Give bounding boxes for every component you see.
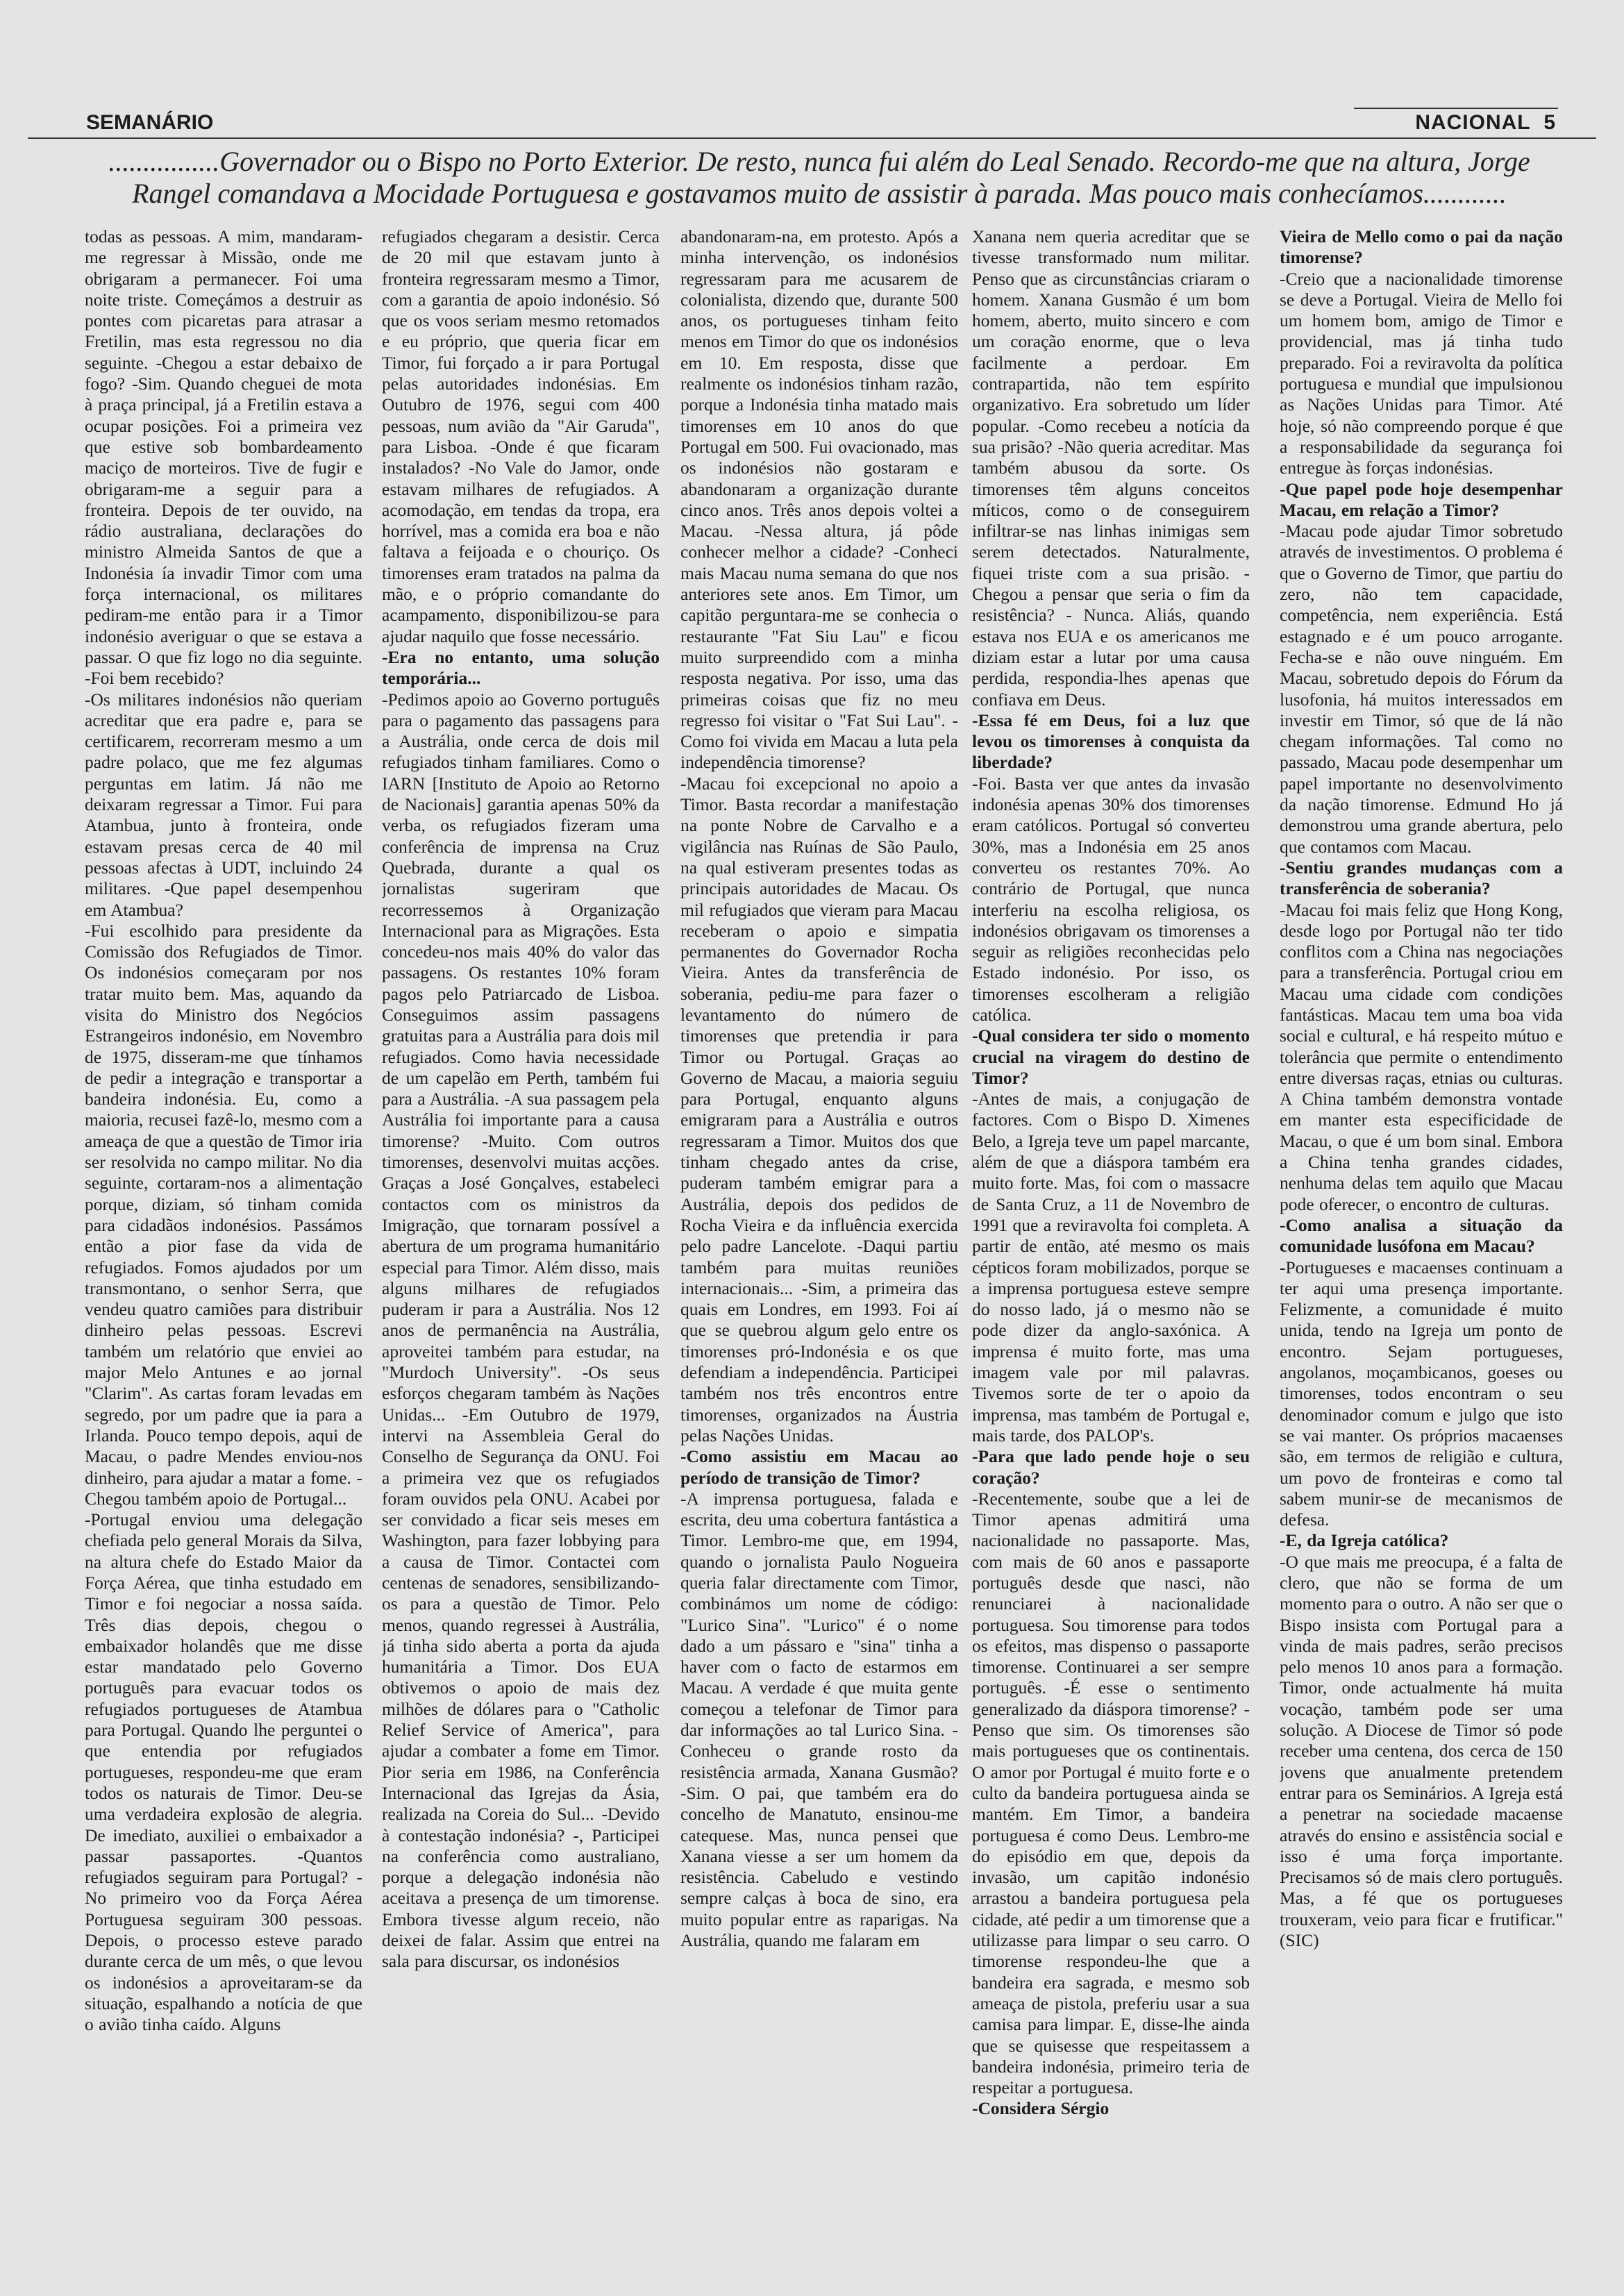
interview-question: -Como assistiu em Macau ao período de transição de Timor? <box>680 1446 958 1488</box>
article-paragraph: -Recentemente, soube que a lei de Timor apenas admitirá uma nacionalidade no passaporte. Mas, com mais de 60 anos e passaporte português desde que nasci, não renunciarei à nacionalidade portuguesa. Sou timorense para todos os efeitos, mas dispenso o passaporte timorense. Continuarei a ser sempre português. -É esse o sentimento generalizado da diáspora timorense? -Penso que sim. Os timorenses são mais portugueses que os continentais. O amor por Portugal é muito forte e o culto da bandeira portuguesa ainda se mantém. Em Timor, a bandeira portuguesa é como Deus. Lembro-me do episódio em que, depois da invasão, um capitão indonésio arrastou a bandeira portuguesa pela cidade, até pedir a um timorense que a utilizasse para limpar o seu carro. O timorense respondeu-lhe que a bandeira era sagrada, e mesmo sob ameaça de pistola, preferiu usar a sua camisa para limpar. E, disse-lhe ainda que se quisesse que respeitassem a bandeira indonésia, primeiro teria de respeitar a portuguesa. <box>972 1488 1250 2098</box>
header-divider <box>28 137 1596 139</box>
section-page-label <box>1415 111 1556 135</box>
article-paragraph: -O que mais me preocupa, é a falta de clero, que não se forma de um momento para o outro. A não ser que o Bispo insista com Portugal para a vinda de mais padres, serão precisos pelo menos 10 anos para a formação. Timor, onde actualmente há muita vocação, também pode ser uma solução. A Diocese de Timor só pode receber uma centena, dos cerca de 150 jovens que anualmente pretendem entrar para os Seminários. A Igreja está a penetrar na sociedade macaense através do ensino e assistência social e isso é uma força importante. Precisamos só de mais clero português. Mas, a fé que os portugueses trouxeram, veio para ficar e frutificar." (SIC) <box>1280 1551 1563 1951</box>
interview-question: -Como analisa a situação da comunidade lusófona em Macau? <box>1280 1214 1563 1257</box>
interview-question: -Sentiu grandes mudanças com a transferência de soberania? <box>1280 857 1563 899</box>
article-column-4 <box>972 226 1250 2205</box>
interview-question: -Considera Sérgio <box>972 2098 1110 2119</box>
article-paragraph: -Antes de mais, a conjugação de factores. Com o Bispo D. Ximenes Belo, a Igreja teve um papel marcante, além de que a diáspora também era muito forte. Mas, foi com o massacre de Santa Cruz, a 11 de Novembro de 1991 que a reviravolta foi completa. A partir de então, até mesmo os mais cépticos foram mobilizados, porque se a imprensa portuguesa esteve sempre do nosso lado, já o mesmo não se pode dizer da anglo-saxónica. A imprensa é muito forte, mas uma imagem vale por mil palavras. Tivemos sorte de ter o apoio da imprensa, mas também de Portugal e, mais tarde, dos PALOP's. <box>972 1089 1250 1446</box>
article-column-3 <box>680 226 958 2205</box>
article-paragraph: todas as pessoas. A mim, mandaram-me regressar à Missão, onde me obrigaram a permanecer. Foi uma noite triste. Começámos a destruir as pontes com picaretas para atrasar a Fretilin, mas esta regressou no dia seguinte. -Chegou a estar debaixo de fogo? -Sim. Quando cheguei de mota à praça principal, já a Fretilin estava a ocupar posições. Foi a primeira vez que estive sob bombardeamento maciço de morteiros. Tive de fugir e obrigaram-me a seguir para a fronteira. Depois de ter ouvido, na rádio australiana, declarações do ministro Almeida Santos de que a Indonésia ía invadir Timor com uma força internacional, os militares pediram-me então para ir a Timor indonésio averiguar o que se estava a passar. O que fiz logo no dia seguinte. -Foi bem recebido? <box>85 226 362 689</box>
page-header <box>0 111 1624 146</box>
pull-quote: ................Governador ou o Bispo no Porto Exterior. De resto, nunca fui além do Leal Senado. Recordo-me que na altura, Jorge Rangel comandava a Mocidade Portuguesa e gostavamos muito de assistir à parada. Mas pouco mais conhecíamos............ <box>108 146 1530 209</box>
interview-question: -E, da Igreja católica? <box>1280 1530 1449 1551</box>
interview-question: -Essa fé em Deus, foi a luz que levou os timorenses à conquista da liberdade? <box>972 710 1250 773</box>
article-paragraph: -Portugal enviou uma delegação chefiada pelo general Morais da Silva, na altura chefe do Estado Maior da Força Aérea, que tinha estudado em Timor e foi negociar a nossa saída. Três dias depois, chegou o embaixador holandês que me disse estar mandatado pelo Governo português para evacuar todos os refugiados portugueses de Atambua para Portugal. Quando lhe perguntei o que entendia por refugiados portugueses, respondeu-me que eram todos os naturais de Timor. Deu-se uma verdadeira explosão de alegria. De imediato, auxiliei o embaixador a passar passaportes. -Quantos refugiados seguiram para Portugal? - No primeiro voo da Força Aérea Portuguesa seguiram 300 pessoas. Depois, o processo esteve parado durante cerca de um mês, o que levou os indonésios a aproveitaram-se da situação, espalhando a notícia de que o avião tinha caído. Alguns <box>85 1509 362 2035</box>
article-paragraph: -Macau foi excepcional no apoio a Timor. Basta recordar a manifestação na ponte Nobre de Carvalho e a vigilância nas Ruínas de São Paulo, na qual estiveram presentes todas as principais autoridades de Macau. Os mil refugiados que vieram para Macau receberam o apoio e simpatia permanentes do Governador Rocha Vieira. Antes da transferência de soberania, pediu-me para fazer o levantamento do número de timorenses que pretendia ir para Timor ou Portugal. Graças ao Governo de Macau, a maioria seguiu para Portugal, enquanto alguns emigraram para a Austrália e outros regressaram a Timor. Muitos dos que tinham chegado antes da crise, puderam também emigrar para a Austrália, depois dos pedidos de Rocha Vieira e da influência exercida pelo padre Lancelote. -Daqui partiu também para muitas reuniões internacionais... -Sim, a primeira das quais em Londres, em 1993. Foi aí que se quebrou algum gelo entre os timorenses pró-Indonésia e os que defendiam a independência. Participei também nos três encontros entre timorenses, organizados na Áustria pelas Nações Unidas. <box>680 773 958 1446</box>
article-paragraph: -Macau pode ajudar Timor sobretudo através de investimentos. O problema é que o Governo de Timor, que partiu do zero, não tem capacidade, competência, nem experiência. Está estagnado e é um pouco arrogante. Fecha-se e não ouve ninguém. Em Macau, sobretudo depois do Fórum da lusofonia, há muitos interessados em investir em Timor, só que de lá não chegam informações. Tal como no passado, Macau pode desempenhar um papel importante no desenvolvimento da nação timorense. Edmund Ho já demonstrou uma grande abertura, pelo que contamos com Macau. <box>1280 521 1563 857</box>
article-paragraph: -Pedimos apoio ao Governo português para o pagamento das passagens para a Austrália, onde cerca de dois mil refugiados tinham familiares. Como o IARN [Instituto de Apoio ao Retorno de Nacionais] garantia apenas 50% da verba, os refugiados fizeram uma conferência de imprensa na Cruz Quebrada, durante a qual os jornalistas sugeriram que recorressemos à Organização Internacional para as Migrações. Esta concedeu-nos mais 40% do valor das passagens. Os restantes 10% foram pagos pelo Patriarcado de Lisboa. Conseguimos assim passagens gratuitas para a Austrália para dois mil refugiados. Como havia necessidade de um capelão em Perth, também fui para a Austrália. -A sua passagem pela Austrália foi importante para a causa timorense? -Muito. Com outros timorenses, desenvolvi muitas acções. Graças a José Gonçalves, estabeleci contactos com os ministros da Imigração, que tornaram possível a abertura de um programa humanitário especial para Timor. Além disso, mais alguns milhares de refugiados puderam ir para a Austrália. Nos 12 anos de permanência na Austrália, aproveitei também para estudar, na "Murdoch University". -Os seus esforços chegaram também às Nações Unidas... -Em Outubro de 1979, intervi na Assembleia Geral do Conselho de Segurança da ONU. Foi a primeira vez que os refugiados foram ouvidos pela ONU. Acabei por ser convidado a ficar seis meses em Washington, para fazer lobbying para a causa de Timor. Contactei com centenas de senadores, sensibilizando-os para a questão de Timor. Pelo menos, quando regressei à Austrália, já tinha sido aberta a porta da ajuda humanitária a Timor. Dos EUA obtivemos o apoio de mais dez milhões de dólares para o "Catholic Relief Service of America", para ajudar a combater a fome em Timor. Pior seria em 1986, na Conferência Internacional das Igrejas da Ásia, realizada na Coreia do Sul... -Devido à contestação indonésia? -, Participei na conferência como australiano, porque a delegação indonésia não aceitava a presença de um timorense. Embora tivesse algum receio, não deixei de falar. Assim que entrei na sala para discursar, os indonésios <box>382 689 660 1972</box>
article-paragraph: -Foi. Basta ver que antes da invasão indonésia apenas 30% dos timorenses eram católicos. Portugal só converteu 30%, mas a Indonésia em 25 anos converteu os restantes 70%. Ao contrário de Portugal, que nunca interferiu na escolha religiosa, os indonésios obrigavam os timorenses a seguir as religiões reconhecidas pelo Estado indonésio. Por isso, os timorenses escolheram a religião católica. <box>972 773 1250 1025</box>
interview-question: -Qual considera ter sido o momento crucial na viragem do destino de Timor? <box>972 1025 1250 1088</box>
article-paragraph: -Macau foi mais feliz que Hong Kong, desde logo por Portugal não ter tido conflitos com a China nas negociações para a transferência. Portugal criou em Macau uma cidade com condições fantásticas. Macau tem uma boa vida social e cultural, e há respeito mútuo e tolerância que permite o entendimento entre diversas raças, etnias ou culturas. A China também demonstra vontade em manter esta especificidade de Macau, o que é um bom sinal. Embora a China tenha grandes cidades, nenhuma delas tem aquilo que Macau pode oferecer, o encontro de culturas. <box>1280 899 1563 1214</box>
interview-question: -Era no entanto, uma solução temporária... <box>382 646 660 689</box>
article-paragraph: -Creio que a nacionalidade timorense se deve a Portugal. Vieira de Mello foi um homem bom, amigo de Timor e providencial, mas já tinha tudo preparado. Foi a reviravolta da política portuguesa e mundial que impulsionou as Nações Unidas para Timor. Até hoje, só não compreendo porque é que a responsabilidade da segurança foi entregue às forças indonésias. <box>1280 268 1563 478</box>
article-column-2 <box>382 226 660 2205</box>
article-paragraph: -Fui escolhido para presidente da Comissão dos Refugiados de Timor. Os indonésios começaram por nos tratar muito bem. Mas, aquando da visita do Ministro dos Negócios Estrangeiros indonésio, em Novembro de 1975, disseram-me que tínhamos de pedir a integração e transportar a bandeira indonésia. Eu, como a maioria, recusei fazê-lo, mesmo com a ameaça de que a questão de Timor iria ser resolvida no campo militar. No dia seguinte, cortaram-nos a alimentação porque, diziam, só tinham comida para cidadãos indonésios. Passámos então a pior fase da vida de refugiados. Fomos ajudados por um transmontano, o senhor Serra, que vendeu quatro camiões para distribuir dinheiro pelas pessoas. Escrevi também um relatório que enviei ao major Melo Antunes e ao jornal "Clarim". As cartas foram levadas em segredo, por um padre que ia para a Irlanda. Pouco tempo depois, aqui de Macau, o padre Mendes enviou-nos dinheiro, para ajudar a matar a fome. -Chegou também apoio de Portugal... <box>85 920 362 1509</box>
header-top-rule <box>1354 108 1558 109</box>
section-name: NACIONAL <box>1415 111 1531 134</box>
page-number: 5 <box>1543 111 1556 134</box>
publication-name: SEMANÁRIO <box>86 111 214 134</box>
interview-question: -Que papel pode hoje desempenhar Macau, em relação a Timor? <box>1280 478 1563 520</box>
article-column-5 <box>1280 226 1563 2205</box>
article-paragraph: -A imprensa portuguesa, falada e escrita, deu uma cobertura fantástica a Timor. Lembro-me que, em 1994, quando o jornalista Paulo Nogueira queria falar directamente com Timor, combinámos um nome de código: "Lurico Sina". "Lurico" é o nome dado a um pássaro e "sina" tinha a haver com o facto de estarmos em Macau. A verdade é que muita gente começou a telefonar de Timor para dar informações ao tal Lurico Sina. -Conheceu o grande rosto da resistência armada, Xanana Gusmão? -Sim. O pai, que também era do concelho de Manatuto, ensinou-me catequese. Mas, nunca pensei que Xanana viesse a ser um homem da resistência. Cabeludo e vestindo sempre calças à boca de sino, era muito popular entre as raparigas. Na Austrália, quando me falaram em <box>680 1488 958 1951</box>
article-paragraph: -Os militares indonésios não queriam acreditar que era padre e, para se certificarem, recorreram mesmo a um padre polaco, que me fez algumas perguntas em latim. Já não me deixaram regressar a Timor. Fui para Atambua, junto à fronteira, onde estavam presas cerca de 40 mil pessoas afectas à UDT, incluindo 24 militares. -Que papel desempenhou em Atambua? <box>85 689 362 920</box>
interview-question: -Para que lado pende hoje o seu coração? <box>972 1446 1250 1488</box>
article-column-1 <box>85 226 362 2205</box>
article-paragraph: abandonaram-na, em protesto. Após a minha intervenção, os indonésios regressaram para me acusarem de colonialista, dizendo que, durante 500 anos, os portugueses tinham feito menos em Timor do que os indonésios em 10. Em resposta, disse que realmente os indonésios tinham razão, porque a Indonésia tinha matado mais timorenses em 10 anos do que Portugal em 500. Fui ovacionado, mas os indonésios não gostaram e abandonaram a organização durante cinco anos. Três anos depois voltei a Macau. -Nessa altura, já pôde conhecer melhor a cidade? -Conheci mais Macau numa semana do que nos anteriores sete anos. Em Timor, um capitão perguntara-me se conhecia o restaurante "Fat Siu Lau" e ficou muito surpreendido com a minha resposta negativa. Por isso, uma das primeiras coisas que fiz no meu regresso foi visitar o "Fat Sui Lau". -Como foi vivida em Macau a luta pela independência timorense? <box>680 226 958 773</box>
article-paragraph: -Portugueses e macaenses continuam a ter aqui uma presença importante. Felizmente, a comunidade é muito unida, tendo na Igreja um ponto de encontro. Sejam portugueses, angolanos, moçambicanos, goeses ou timorenses, todos encontram o seu denominador comum e julgo que isto se vai manter. Os próprios macaenses são, em termos de religião e cultura, um povo de fronteiras e como tal sabem munir-se de mecanismos de defesa. <box>1280 1257 1563 1530</box>
article-paragraph: refugiados chegaram a desistir. Cerca de 20 mil que estavam junto à fronteira regressaram mesmo a Timor, com a garantia de apoio indonésio. Só que os voos seriam mesmo retomados e eu próprio, que queria ficar em Timor, fui forçado a ir para Portugal pelas autoridades indonésias. Em Outubro de 1976, segui com 400 pessoas, num avião da "Air Garuda", para Lisboa. -Onde é que ficaram instalados? -No Vale do Jamor, onde estavam milhares de refugiados. A acomodação, em tendas da tropa, era horrível, mas a comida era boa e não faltava a feijoada e o chouriço. Os timorenses eram tratados na palma da mão, e o próprio comandante do acampamento, disponibilizou-se para ajudar naquilo que fosse necessário. <box>382 226 660 646</box>
article-paragraph: Xanana nem queria acreditar que se tivesse transformado num militar. Penso que as circunstâncias criaram o homem. Xanana Gusmão é um bom homem, aberto, muito sincero e com um coração enorme, que o leva facilmente a perdoar. Em contrapartida, não tem espírito organizativo. Era sobretudo um líder popular. -Como recebeu a notícia da sua prisão? -Não queria acreditar. Mas também abusou da sorte. Os timorenses têm alguns conceitos míticos, como o de conseguirem infiltrar-se nas linhas inimigas sem serem detectados. Naturalmente, fiquei triste com a sua prisão. -Chegou a pensar que seria o fim da resistência? - Nunca. Aliás, quando estava nos EUA e os americanos me diziam estar a lutar por uma causa perdida, respondia-lhes apenas que confiava em Deus. <box>972 226 1250 710</box>
interview-question: Vieira de Mello como o pai da nação timorense? <box>1280 226 1563 268</box>
